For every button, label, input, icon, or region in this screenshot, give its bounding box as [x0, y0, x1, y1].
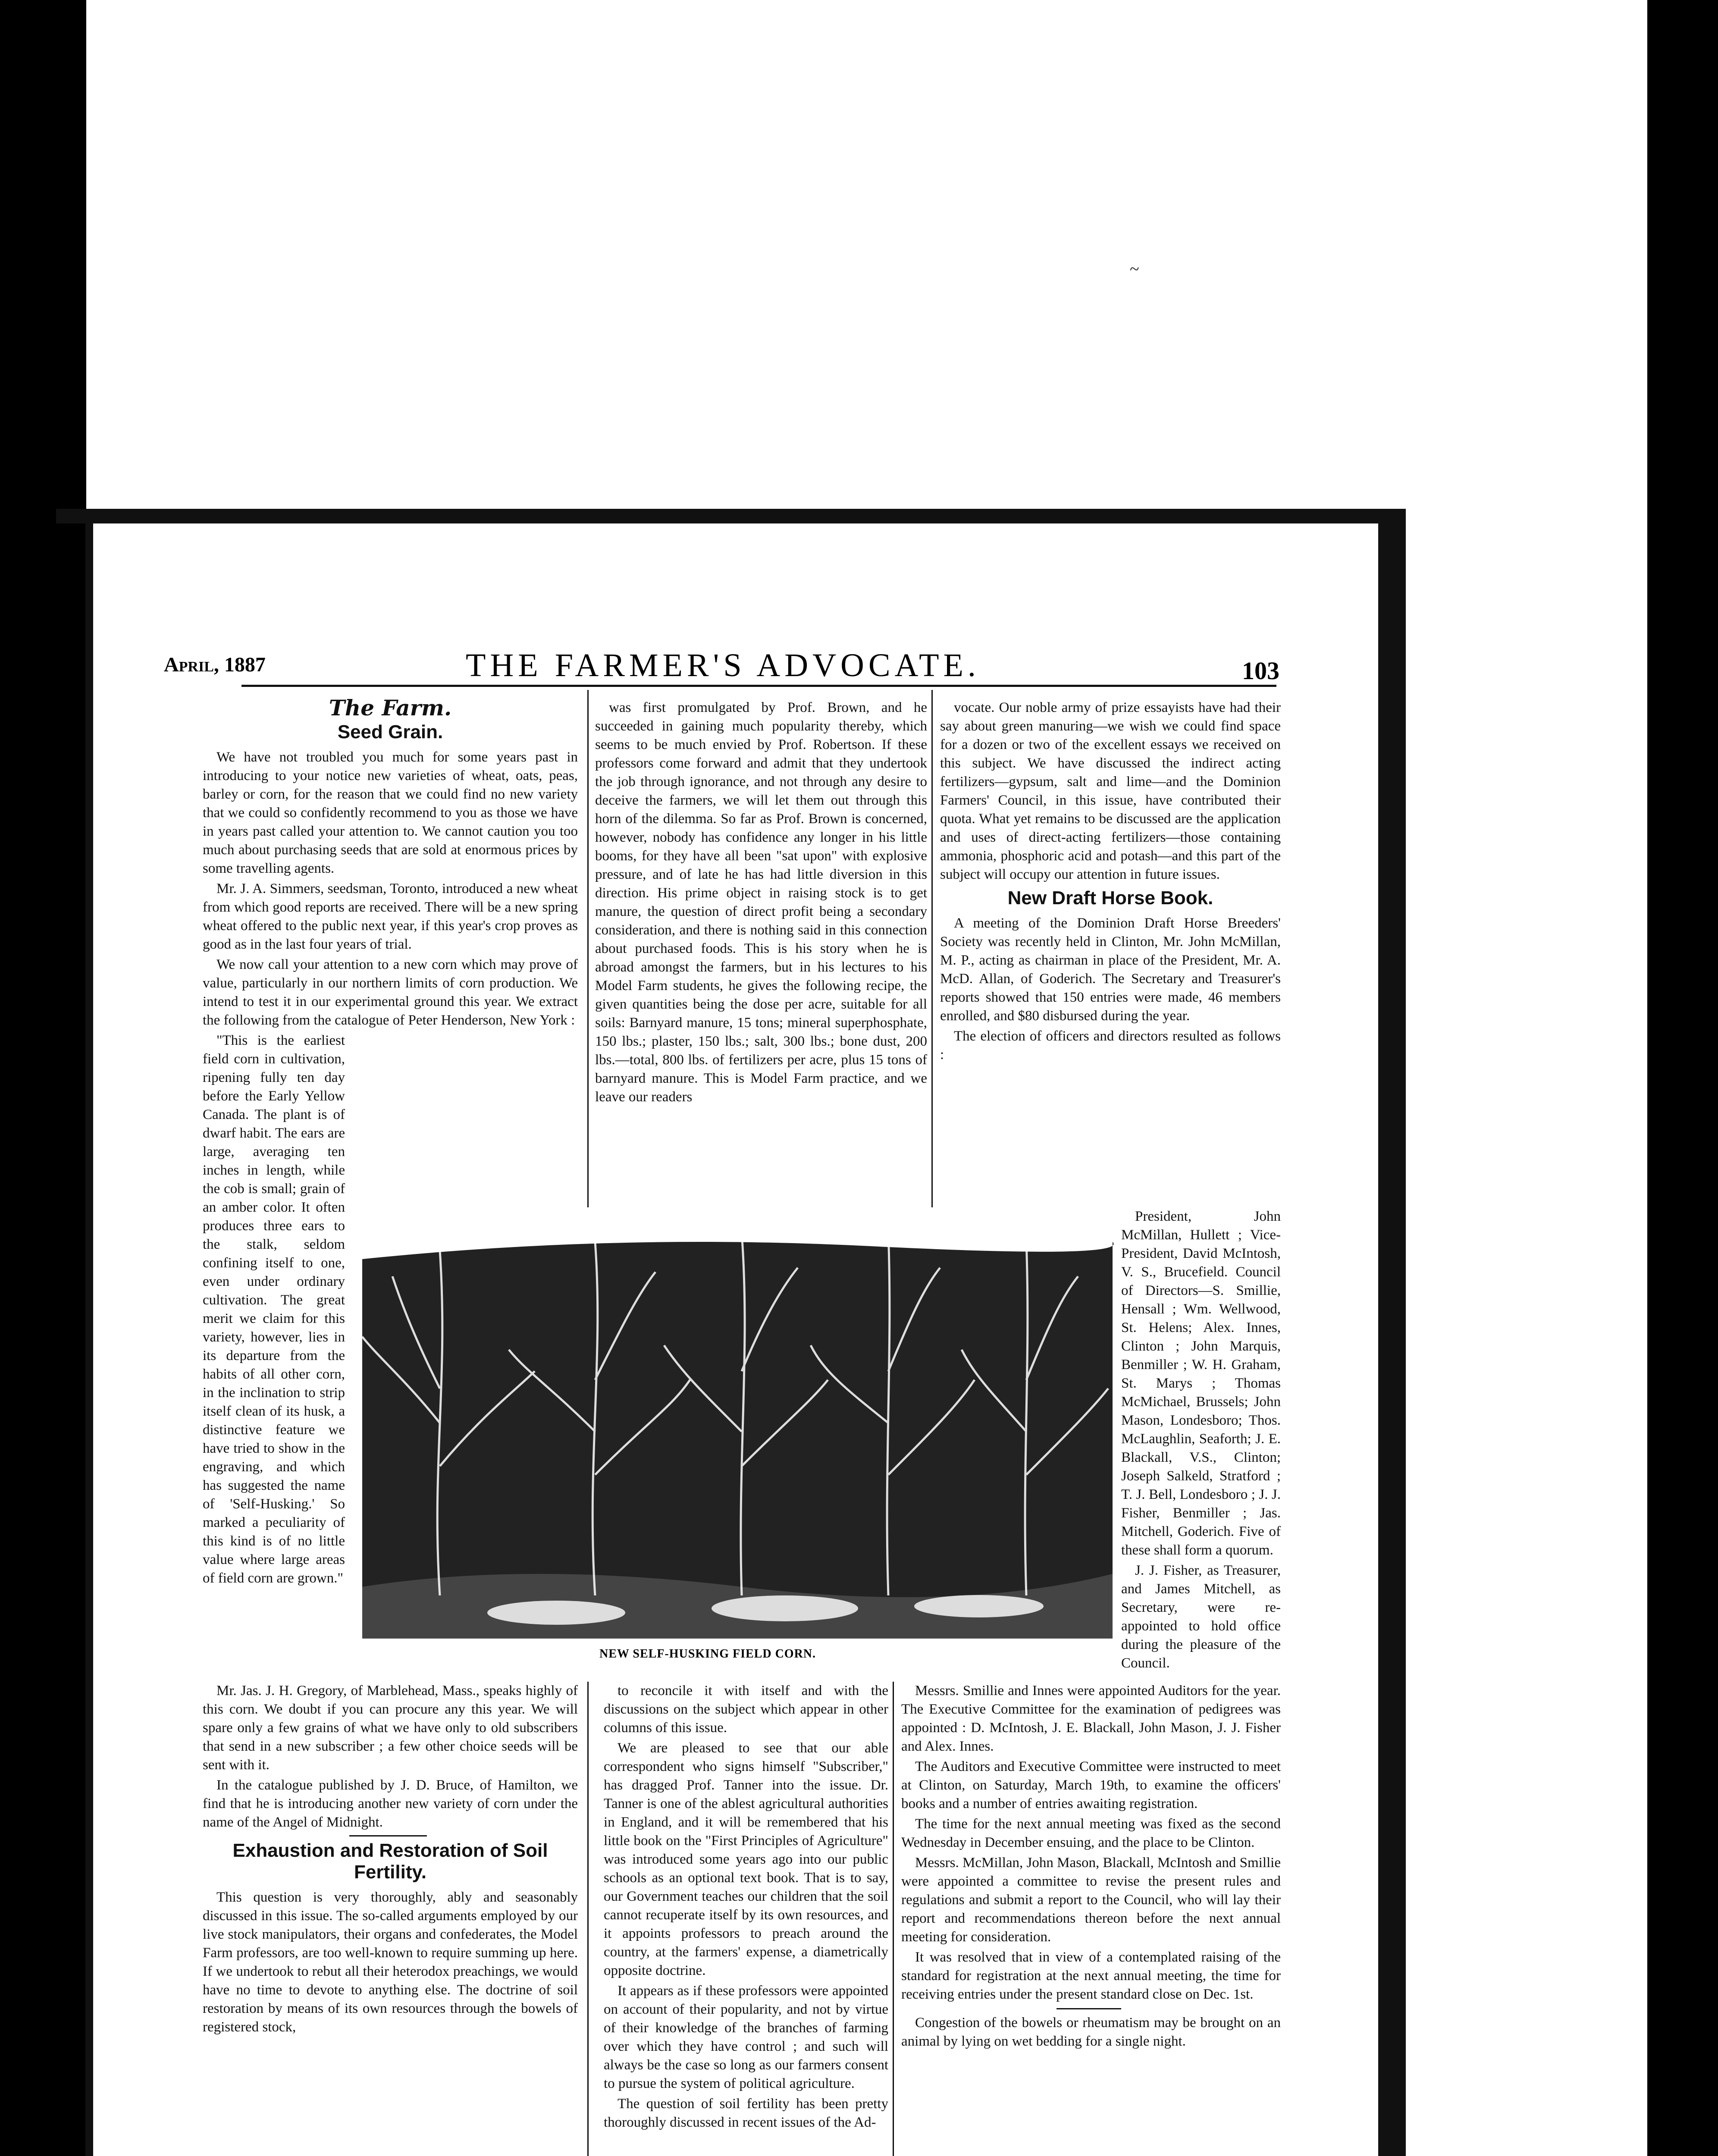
paragraph: Mr. Jas. J. H. Gregory, of Marblehead, Mass., speaks highly of this corn. We doubt if you can procure any this year. We will spare only a few grains of what we have only to old subscribers that send in a new subscriber ; a few other choice seeds will be sent with it.: [203, 1683, 578, 1773]
column-rule-2-top: [931, 690, 933, 1207]
column-1-lower: [203, 1682, 578, 2038]
column-rule-2-bottom: [893, 1682, 894, 2156]
paragraph: Messrs. Smillie and Innes were appointed Auditors for the year. The Executive Committee for the examination of pedigrees was appointed : D. McIntosh, J. E. Blackall, John Mason, J. J. Fisher and Alex. Innes.: [901, 1683, 1281, 1754]
column-rule-1-top: [587, 690, 589, 1207]
paragraph: The Auditors and Executive Committee were instructed to meet at Clinton, on Saturday, March 19th, to examine the officers' books and a number of entries awaiting registration.: [901, 1759, 1281, 1811]
section-divider: [1057, 2008, 1121, 2009]
paragraph: was first promulgated by Prof. Brown, and he succeeded in gaining much popularity thereby, which seems to be much envied by Prof. Robertson. If these professors come forward and admit that they undertook the job through ignorance, and not through any desire to deceive the farmers, we will let them out through this horn of the dilemma. So far as Prof. Brown is concerned, however, nobody has confidence any longer in his little booms, for they have all been "sat upon" with explosive pressure, and of late he has had little diversion in this direction. His prime object in raising stock is to get manure, the question of direct profit being a secondary consideration, and there is nothing said in this connection about purchased foods. This is his story when he is abroad amongst the farmers, but in his lectures to his Model Farm students, he gives the following recipe, the given quantities being the dose per acre, suitable for all soils: Barnyard manure, 15 tons; mineral superphosphate, 150 lbs.; plaster, 150 lbs.; salt, 300 lbs.; bone dust, 200 lbs.—total, 800 lbs. of fertilizers per acre, plus 15 tons of barnyard manure. This is Model Farm practice, and we leave our readers: [595, 700, 927, 1105]
column-2: [595, 699, 927, 1207]
paragraph: It was resolved that in view of a contemplated raising of the standard for registration at the next annual meeting, the time for receiving entries under the present standard close on Dec. 1st.: [901, 1949, 1281, 2002]
page-number: 103: [1242, 657, 1279, 685]
paragraph: The election of officers and directors resulted as follows :: [940, 1028, 1281, 1062]
paragraph: We are pleased to see that our able correspondent who signs himself "Subscriber," has dragged Prof. Tanner into the issue. Dr. Tanner is one of the ablest agricultural authorities in England, and it will be remembered that his little book on the "First Principles of Agriculture" was introduced some years ago into our public schools as an optional text book. That is to say, our Government teaches our children that the soil cannot recuperate itself by its own resources, and it appoints professors to preach around the country, at the farmers' expense, a diametrically opposite doctrine.: [604, 1740, 888, 1978]
paragraph: In the catalogue published by J. D. Bruce, of Hamilton, we find that he is introducing another new variety of corn under the name of the Angel of Midnight.: [203, 1777, 578, 1830]
paragraph: We have not troubled you much for some years past in introducing to your notice new varieties of wheat, oats, peas, barley or corn, for the reason that we could find no new variety that we could so confidently recommend to you as those we have in years past called your attention to. We cannot caution you too much about purchasing seeds that are sold at enormous prices by some travelling agents.: [203, 749, 578, 876]
article-heading-draft-horse: New Draft Horse Book.: [1007, 887, 1213, 909]
page-border-right: [1378, 509, 1406, 2156]
paragraph: A meeting of the Dominion Draft Horse Breeders' Society was recently held in Clinton, Mr. John McMillan, M. P., acting as chairman in place of the President, Mr. A. McD. Allan, of Goderich. The Secretary and Treasurer's reports showed that 150 entries were made, 46 members enrolled, and $80 disbursed during the year.: [940, 915, 1281, 1024]
column-3-lower: [901, 1682, 1281, 2053]
paragraph: to reconcile it with itself and with the discussions on the subject which appear in other columns of this issue.: [604, 1683, 888, 1736]
masthead-title: THE FARMER'S ADVOCATE.: [466, 647, 980, 683]
paragraph: The time for the next annual meeting was fixed as the second Wednesday in December ensuing, and the place to be Clinton.: [901, 1816, 1281, 1850]
column-2-lower: [604, 1682, 888, 2134]
page-border-top: [56, 509, 1406, 523]
article-heading-seed-grain: Seed Grain.: [337, 721, 443, 743]
paragraph: We now call your attention to a new corn which may prove of value, particularly in our northern limits of corn production. We intend to test it in our experimental ground this year. We extract the following from the catalogue of Peter Henderson, New York :: [203, 957, 578, 1028]
page-border-left: [85, 509, 93, 2156]
paragraph: Messrs. McMillan, John Mason, Blackall, McIntosh and Smillie were appointed a committee to revise the present rules and regulations and submit a report to the Council, who will lay their report and recommendations thereon before the next annual meeting for consideration.: [901, 1855, 1281, 1945]
section-divider: [349, 1835, 427, 1836]
section-title-the-farm: The Farm.: [329, 695, 452, 721]
paragraph: Mr. J. A. Simmers, seedsman, Toronto, introduced a new wheat from which good reports are received. There will be a new spring wheat offered to the public next year, if this year's crop proves as good as in the last four years of trial.: [203, 881, 578, 952]
paragraph: It appears as if these professors were appointed on account of their popularity, and not by virtue of their knowledge of the branches of farming over which they have control ; and such will always be the case so long as our farmers consent to pursue the system of political agriculture.: [604, 1983, 888, 2091]
header-rule: [241, 685, 1276, 687]
illustration-caption: NEW SELF-HUSKING FIELD CORN.: [599, 1647, 816, 1661]
column-3-narrow: [1121, 1207, 1281, 1682]
page-header: [164, 647, 1302, 686]
paragraph: J. J. Fisher, as Treasurer, and James Mitchell, as Secretary, were re-appointed to hold office during the pleasure of the Council.: [1121, 1563, 1281, 1671]
corn-field-engraving: [354, 1207, 1121, 1651]
column-rule-1-bottom: [587, 1682, 589, 2156]
paragraph: This question is very thoroughly, ably and seasonably discussed in this issue. The so-called arguments employed by our live stock manipulators, their organs and confederates, the Model Farm professors, are too well-known to require summing up here. If we undertook to rebut all their heterodox preachings, we would have no time to devote to anything else. The doctrine of soil restoration by means of its own resources through the bowels of registered stock,: [203, 1890, 578, 2035]
officers-list: President, John McMillan, Hullett ; Vice-President, David McIntosh, V. S., Brucefield. Council of Directors—S. Smillie, Hensall ; Wm. Wellwood, St. Helens; Alex. Innes, Clinton ; John Marquis, Benmiller ; W. H. Graham, St. Marys ; Thomas McMichael, Brussels; John Mason, Londesboro; Thos. McLaughlin, Seaforth; J. E. Blackall, V.S., Clinton; Joseph Salkeld, Stratford ; T. J. Bell, Londesboro ; J. J. Fisher, Benmiller ; Jas. Mitchell, Goderich. Five of these shall form a quorum.: [1121, 1209, 1281, 1558]
issue-date: April, 1887: [164, 653, 266, 676]
column-3: [940, 699, 1281, 1207]
corn-illustration: [354, 1207, 1121, 1651]
paragraph: vocate. Our noble army of prize essayists have had their say about green manuring—we wish we could find space for a dozen or two of the excellent essays we received on this subject. We have discussed the indirect acting fertilizers—gypsum, salt and lime—and the Dominion Farmers' Council, in this issue, have contributed their quota. What yet remains to be discussed are the application and uses of direct-acting fertilizers—those containing ammonia, phosphoric acid and potash—and this part of the subject will occupy our attention in future issues.: [940, 700, 1281, 882]
article-heading-exhaustion: Exhaustion and Restoration of Soil Fertility.: [232, 1840, 548, 1883]
paragraph: Congestion of the bowels or rheumatism may be brought on an animal by lying on wet bedding for a single night.: [901, 2015, 1281, 2049]
scan-speck: ~: [1130, 259, 1139, 279]
quoted-paragraph: "This is the earliest field corn in cultivation, ripening fully ten day before the Early Yellow Canada. The plant is of dwarf habit. The ears are large, averaging ten inches in length, while the cob is small; grain of an amber color. It often produces three ears to the stalk, seldom confining itself to one, even under ordinary cultivation. The great merit we claim for this variety, however, lies in its departure from the habits of all other corn, in the inclination to strip itself clean of its husk, a distinctive feature we have tried to show in the engraving, and which has suggested the name of 'Self-Husking.' So marked a peculiarity of this kind is of no little value where large areas of field corn are grown.": [203, 1033, 345, 1586]
paragraph: The question of soil fertility has been pretty thoroughly discussed in recent issues of the Ad-: [604, 2096, 888, 2130]
